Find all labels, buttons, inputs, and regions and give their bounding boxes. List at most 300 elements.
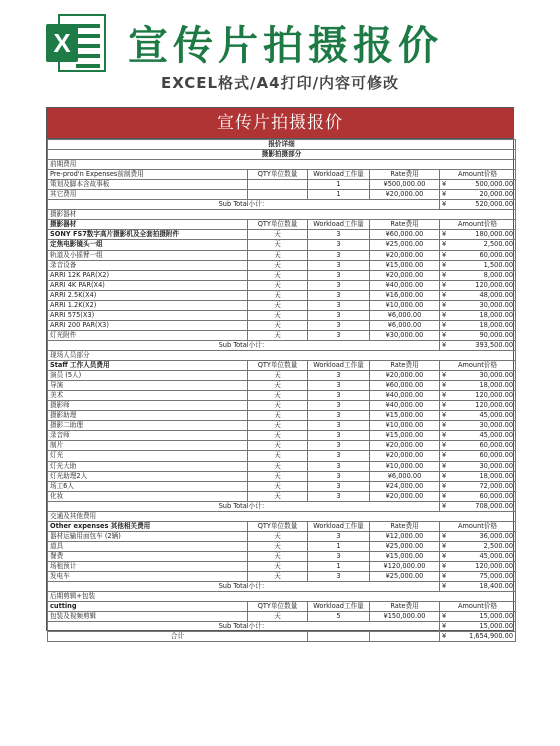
item-workload[interactable]: 3: [308, 310, 370, 320]
item-unit[interactable]: 天: [248, 320, 308, 330]
item-name[interactable]: 录音设备: [48, 260, 248, 270]
section-title[interactable]: 摄影器材: [48, 210, 516, 220]
table-row: [48, 541, 516, 551]
item-workload[interactable]: 3: [308, 381, 370, 391]
item-rate[interactable]: ¥20,000.00: [370, 491, 440, 501]
subtotal-amount[interactable]: [440, 200, 516, 210]
item-unit[interactable]: 天: [248, 411, 308, 421]
yen-symbol: ¥: [442, 612, 447, 621]
group-label[interactable]: 摄影器材: [48, 220, 248, 230]
grand-total-label[interactable]: 合计: [48, 632, 308, 642]
yen-symbol: ¥: [442, 200, 447, 209]
amount-value: 18,000.00: [479, 381, 514, 390]
item-workload[interactable]: 3: [308, 330, 370, 340]
amount-value: 90,000.00: [479, 330, 514, 339]
amount-header[interactable]: Amount价格: [440, 220, 516, 230]
subtotal-label[interactable]: Sub Total小计：: [48, 582, 440, 592]
rate-header[interactable]: Rate费用: [370, 170, 440, 180]
item-name[interactable]: 餐费: [48, 551, 248, 561]
sheet-title: 宣传片拍摄报价: [47, 108, 513, 139]
amount-value: 1,500.00: [483, 260, 514, 269]
excel-badge: X: [46, 24, 78, 62]
yen-symbol: ¥: [442, 421, 447, 430]
yen-symbol: ¥: [442, 431, 447, 440]
item-unit[interactable]: [248, 190, 308, 200]
item-workload[interactable]: 1: [308, 190, 370, 200]
item-name[interactable]: 导演: [48, 381, 248, 391]
yen-symbol: ¥: [442, 310, 447, 319]
yen-symbol: ¥: [442, 280, 447, 289]
item-rate[interactable]: ¥60,000.00: [370, 230, 440, 240]
item-unit[interactable]: [248, 180, 308, 190]
item-unit[interactable]: 天: [248, 481, 308, 491]
item-name[interactable]: ARRI 200 PAR(X3): [48, 320, 248, 330]
item-workload[interactable]: 3: [308, 441, 370, 451]
table-row: [48, 421, 516, 431]
item-unit[interactable]: 天: [248, 371, 308, 381]
subtotal-amount[interactable]: [440, 501, 516, 511]
item-rate[interactable]: ¥10,000.00: [370, 461, 440, 471]
item-workload[interactable]: 3: [308, 250, 370, 260]
item-name[interactable]: 策划及脚本含故事板: [48, 180, 248, 190]
yen-symbol: ¥: [442, 250, 447, 259]
table-row: [48, 190, 516, 200]
amount-value: 60,000.00: [479, 250, 514, 259]
item-unit[interactable]: 天: [248, 491, 308, 501]
item-amount[interactable]: [440, 391, 516, 401]
item-rate[interactable]: ¥120,000.00: [370, 561, 440, 571]
item-unit[interactable]: 天: [248, 431, 308, 441]
item-rate[interactable]: ¥24,000.00: [370, 481, 440, 491]
item-name[interactable]: 灯光附件: [48, 330, 248, 340]
item-unit[interactable]: 天: [248, 391, 308, 401]
amount-value: 36,000.00: [479, 531, 514, 540]
item-rate[interactable]: ¥15,000.00: [370, 551, 440, 561]
item-amount[interactable]: [440, 190, 516, 200]
group-label[interactable]: cutting: [48, 602, 248, 612]
item-amount[interactable]: [440, 250, 516, 260]
yen-symbol: ¥: [442, 481, 447, 490]
item-workload[interactable]: 3: [308, 421, 370, 431]
item-workload[interactable]: 3: [308, 391, 370, 401]
item-unit[interactable]: 天: [248, 250, 308, 260]
item-amount[interactable]: [440, 330, 516, 340]
item-name[interactable]: 定焦电影镜头一组: [48, 240, 248, 250]
item-amount[interactable]: [440, 471, 516, 481]
item-amount[interactable]: [440, 541, 516, 551]
item-amount[interactable]: [440, 270, 516, 280]
subtotal-value: 15,000.00: [479, 622, 514, 631]
item-rate[interactable]: ¥10,000.00: [370, 421, 440, 431]
item-workload[interactable]: 3: [308, 280, 370, 290]
item-rate[interactable]: ¥10,000.00: [370, 300, 440, 310]
item-name[interactable]: 灯光助理2人: [48, 471, 248, 481]
table-row: [48, 572, 516, 582]
table-row: [48, 310, 516, 320]
amount-value: 120,000.00: [475, 561, 514, 570]
item-name[interactable]: 灯光大助: [48, 461, 248, 471]
item-workload[interactable]: 3: [308, 320, 370, 330]
item-name[interactable]: 摄影师: [48, 401, 248, 411]
detail-row: [48, 140, 516, 150]
item-name[interactable]: SONY FS7数字高片摄影机及全套拍摄附件: [48, 230, 248, 240]
item-workload[interactable]: 3: [308, 481, 370, 491]
item-unit[interactable]: 天: [248, 310, 308, 320]
rate-header[interactable]: Rate费用: [370, 602, 440, 612]
item-unit[interactable]: 天: [248, 330, 308, 340]
item-amount[interactable]: [440, 290, 516, 300]
item-rate[interactable]: ¥40,000.00: [370, 391, 440, 401]
table-row: [48, 260, 516, 270]
item-amount[interactable]: [440, 310, 516, 320]
subtotal-value: 393,500.00: [475, 340, 514, 349]
item-unit[interactable]: 天: [248, 270, 308, 280]
part-row: [48, 150, 516, 160]
item-workload[interactable]: 1: [308, 541, 370, 551]
item-amount[interactable]: [440, 260, 516, 270]
item-rate[interactable]: ¥500,000.00: [370, 180, 440, 190]
yen-symbol: ¥: [442, 441, 447, 450]
table-row: [48, 240, 516, 250]
amount-header[interactable]: Amount价格: [440, 521, 516, 531]
workload-header[interactable]: Workload工作量: [308, 602, 370, 612]
item-rate[interactable]: ¥20,000.00: [370, 441, 440, 451]
subtotal-row: [48, 340, 516, 350]
item-unit[interactable]: 天: [248, 451, 308, 461]
item-name[interactable]: ARRI 2.5K(X4): [48, 290, 248, 300]
item-workload[interactable]: 3: [308, 471, 370, 481]
table-row: [48, 451, 516, 461]
grand-total-spacer[interactable]: [370, 632, 440, 642]
item-name[interactable]: 录音师: [48, 431, 248, 441]
item-amount[interactable]: [440, 551, 516, 561]
workload-header[interactable]: Workload工作量: [308, 361, 370, 371]
item-name[interactable]: 发电车: [48, 572, 248, 582]
item-rate[interactable]: ¥25,000.00: [370, 572, 440, 582]
item-rate[interactable]: ¥20,000.00: [370, 250, 440, 260]
item-unit[interactable]: 天: [248, 300, 308, 310]
yen-symbol: ¥: [442, 340, 447, 349]
item-unit[interactable]: 天: [248, 572, 308, 582]
item-rate[interactable]: ¥25,000.00: [370, 240, 440, 250]
item-amount[interactable]: [440, 300, 516, 310]
amount-header[interactable]: Amount价格: [440, 170, 516, 180]
subtotal-value: 18,400.00: [479, 582, 514, 591]
item-rate[interactable]: ¥25,000.00: [370, 541, 440, 551]
amount-value: 20,000.00: [479, 190, 514, 199]
amount-header[interactable]: Amount价格: [440, 602, 516, 612]
item-name[interactable]: ARRI 575(X3): [48, 310, 248, 320]
table-row: [48, 401, 516, 411]
item-unit[interactable]: 天: [248, 541, 308, 551]
amount-value: 18,000.00: [479, 471, 514, 480]
subtotal-value: 520,000.00: [475, 200, 514, 209]
page-subtitle: EXCEL格式/A4打印/内容可修改: [160, 74, 400, 92]
table-row: [48, 561, 516, 571]
section-title-row: [48, 592, 516, 602]
item-workload[interactable]: 3: [308, 551, 370, 561]
amount-value: 60,000.00: [479, 491, 514, 500]
item-amount[interactable]: [440, 461, 516, 471]
item-unit[interactable]: 天: [248, 290, 308, 300]
subtotal-amount[interactable]: [440, 582, 516, 592]
amount-value: 8,000.00: [483, 270, 514, 279]
item-name[interactable]: 场工6人: [48, 481, 248, 491]
yen-symbol: ¥: [442, 401, 447, 410]
qty-header[interactable]: QTY单位数量: [248, 170, 308, 180]
item-name[interactable]: ARRI 1.2K(X2): [48, 300, 248, 310]
item-rate[interactable]: ¥20,000.00: [370, 190, 440, 200]
workload-header[interactable]: Workload工作量: [308, 170, 370, 180]
group-label[interactable]: Staff 工作人员费用: [48, 361, 248, 371]
subtotal-label[interactable]: Sub Total小计：: [48, 340, 440, 350]
item-workload[interactable]: 3: [308, 411, 370, 421]
amount-value: 500,000.00: [475, 180, 514, 189]
amount-value: 120,000.00: [475, 391, 514, 400]
qty-header[interactable]: QTY单位数量: [248, 521, 308, 531]
item-rate[interactable]: ¥6,000.00: [370, 471, 440, 481]
subtotal-label[interactable]: Sub Total小计：: [48, 200, 440, 210]
amount-value: 60,000.00: [479, 441, 514, 450]
item-workload[interactable]: 3: [308, 461, 370, 471]
yen-symbol: ¥: [442, 180, 447, 189]
table-row: [48, 270, 516, 280]
item-unit[interactable]: 天: [248, 561, 308, 571]
item-name[interactable]: 灯光: [48, 451, 248, 461]
yen-symbol: ¥: [442, 230, 447, 239]
amount-header[interactable]: Amount价格: [440, 361, 516, 371]
subtotal-label[interactable]: Sub Total小计：: [48, 622, 440, 632]
group-header-row: [48, 220, 516, 230]
item-unit[interactable]: 天: [248, 551, 308, 561]
item-amount[interactable]: [440, 441, 516, 451]
item-name[interactable]: 演员 (5人): [48, 371, 248, 381]
item-amount[interactable]: [440, 401, 516, 411]
item-amount[interactable]: [440, 240, 516, 250]
amount-value: 60,000.00: [479, 451, 514, 460]
item-unit[interactable]: 天: [248, 421, 308, 431]
amount-value: 15,000.00: [479, 612, 514, 621]
group-label[interactable]: Other expenses 其他相关费用: [48, 521, 248, 531]
item-name[interactable]: 轨道及小摇臂一组: [48, 250, 248, 260]
item-workload[interactable]: 1: [308, 561, 370, 571]
item-unit[interactable]: 天: [248, 401, 308, 411]
grand-total-row: [48, 632, 516, 642]
table-row: [48, 230, 516, 240]
amount-value: 2,500.00: [483, 541, 514, 550]
item-rate[interactable]: ¥20,000.00: [370, 270, 440, 280]
item-workload[interactable]: 3: [308, 451, 370, 461]
item-amount[interactable]: [440, 572, 516, 582]
amount-value: 45,000.00: [479, 431, 514, 440]
item-amount[interactable]: [440, 531, 516, 541]
item-rate[interactable]: ¥15,000.00: [370, 431, 440, 441]
amount-value: 30,000.00: [479, 421, 514, 430]
item-amount[interactable]: [440, 371, 516, 381]
amount-value: 75,000.00: [479, 572, 514, 581]
item-unit[interactable]: 天: [248, 381, 308, 391]
item-amount[interactable]: [440, 481, 516, 491]
item-unit[interactable]: 天: [248, 471, 308, 481]
yen-symbol: ¥: [442, 572, 447, 581]
item-workload[interactable]: 3: [308, 401, 370, 411]
yen-symbol: ¥: [442, 491, 447, 500]
item-name[interactable]: 其它费用: [48, 190, 248, 200]
item-name[interactable]: ARRI 4K PAR(X4): [48, 280, 248, 290]
item-name[interactable]: 道具: [48, 541, 248, 551]
page-header: [0, 0, 560, 100]
item-unit[interactable]: 天: [248, 260, 308, 270]
item-amount[interactable]: [440, 320, 516, 330]
subtotal-amount[interactable]: [440, 340, 516, 350]
item-name[interactable]: 化妆: [48, 491, 248, 501]
table-row: [48, 431, 516, 441]
yen-symbol: ¥: [442, 622, 447, 631]
item-name[interactable]: 包装及视频剪辑: [48, 612, 248, 622]
yen-symbol: ¥: [442, 240, 447, 249]
item-workload[interactable]: 3: [308, 290, 370, 300]
item-rate[interactable]: ¥6,000.00: [370, 310, 440, 320]
item-unit[interactable]: 天: [248, 441, 308, 451]
item-name[interactable]: 器材运输用面包车 (2辆): [48, 531, 248, 541]
yen-symbol: ¥: [442, 270, 447, 279]
table-row: [48, 180, 516, 190]
grand-total-amount[interactable]: [440, 632, 516, 642]
qty-header[interactable]: QTY单位数量: [248, 220, 308, 230]
item-name[interactable]: 场租预计: [48, 561, 248, 571]
item-amount[interactable]: [440, 230, 516, 240]
item-unit[interactable]: 天: [248, 612, 308, 622]
item-unit[interactable]: 天: [248, 280, 308, 290]
rate-header[interactable]: Rate费用: [370, 220, 440, 230]
item-rate[interactable]: ¥150,000.00: [370, 612, 440, 622]
item-rate[interactable]: ¥16,000.00: [370, 290, 440, 300]
amount-value: 30,000.00: [479, 300, 514, 309]
table-row: [48, 491, 516, 501]
quote-sheet: [46, 107, 514, 641]
item-workload[interactable]: 3: [308, 431, 370, 441]
table-row: [48, 320, 516, 330]
grand-total-spacer[interactable]: [308, 632, 370, 642]
item-workload[interactable]: 3: [308, 260, 370, 270]
yen-symbol: ¥: [442, 541, 447, 550]
item-rate[interactable]: ¥6,000.00: [370, 320, 440, 330]
table-row: [48, 481, 516, 491]
quote-table: [47, 139, 516, 642]
item-rate[interactable]: ¥30,000.00: [370, 330, 440, 340]
yen-symbol: ¥: [442, 320, 447, 329]
item-rate[interactable]: ¥20,000.00: [370, 451, 440, 461]
item-workload[interactable]: 3: [308, 230, 370, 240]
subtotal-amount[interactable]: [440, 622, 516, 632]
yen-symbol: ¥: [442, 190, 447, 199]
item-amount[interactable]: [440, 411, 516, 421]
item-amount[interactable]: [440, 421, 516, 431]
amount-value: 180,000.00: [475, 230, 514, 239]
item-rate[interactable]: ¥12,000.00: [370, 531, 440, 541]
item-workload[interactable]: 1: [308, 180, 370, 190]
yen-symbol: ¥: [442, 391, 447, 400]
item-amount[interactable]: [440, 451, 516, 461]
section-title[interactable]: 前期费用: [48, 160, 516, 170]
item-amount[interactable]: [440, 612, 516, 622]
item-workload[interactable]: 3: [308, 531, 370, 541]
item-unit[interactable]: 天: [248, 531, 308, 541]
item-name[interactable]: 摄影二助理: [48, 421, 248, 431]
item-workload[interactable]: 3: [308, 300, 370, 310]
rate-header[interactable]: Rate费用: [370, 361, 440, 371]
item-rate[interactable]: ¥40,000.00: [370, 401, 440, 411]
subtotal-row: [48, 200, 516, 210]
item-rate[interactable]: ¥20,000.00: [370, 371, 440, 381]
table-row: [48, 531, 516, 541]
qty-header[interactable]: QTY单位数量: [248, 361, 308, 371]
item-amount[interactable]: [440, 180, 516, 190]
amount-value: 120,000.00: [475, 280, 514, 289]
item-workload[interactable]: 5: [308, 612, 370, 622]
section-title[interactable]: 后期剪辑+包装: [48, 592, 516, 602]
item-rate[interactable]: ¥15,000.00: [370, 411, 440, 421]
table-row: [48, 612, 516, 622]
group-label[interactable]: Pre-prod'n Expenses前制费用: [48, 170, 248, 180]
item-workload[interactable]: 3: [308, 371, 370, 381]
item-rate[interactable]: ¥15,000.00: [370, 260, 440, 270]
item-name[interactable]: ARRI 12K PAR(X2): [48, 270, 248, 280]
group-header-row: [48, 170, 516, 180]
table-row: [48, 471, 516, 481]
item-unit[interactable]: 天: [248, 240, 308, 250]
table-row: [48, 381, 516, 391]
item-workload[interactable]: 3: [308, 572, 370, 582]
grand-total-value: 1,654,900.00: [469, 632, 514, 641]
item-unit[interactable]: 天: [248, 230, 308, 240]
detail-label[interactable]: 报价详细: [48, 140, 516, 150]
section-title-row: [48, 511, 516, 521]
amount-value: 48,000.00: [479, 290, 514, 299]
qty-header[interactable]: QTY单位数量: [248, 602, 308, 612]
item-amount[interactable]: [440, 491, 516, 501]
item-amount[interactable]: [440, 561, 516, 571]
workload-header[interactable]: Workload工作量: [308, 521, 370, 531]
item-workload[interactable]: 3: [308, 491, 370, 501]
yen-symbol: ¥: [442, 501, 447, 510]
part-label[interactable]: 摄影拍摄部分: [48, 150, 516, 160]
table-row: [48, 290, 516, 300]
item-amount[interactable]: [440, 381, 516, 391]
yen-symbol: ¥: [442, 461, 447, 470]
item-amount[interactable]: [440, 280, 516, 290]
table-row: [48, 330, 516, 340]
yen-symbol: ¥: [442, 260, 447, 269]
item-name[interactable]: 摄影助理: [48, 411, 248, 421]
item-rate[interactable]: ¥60,000.00: [370, 381, 440, 391]
item-amount[interactable]: [440, 431, 516, 441]
page-title: 宣传片拍摄报价: [128, 23, 443, 69]
item-rate[interactable]: ¥40,000.00: [370, 280, 440, 290]
item-unit[interactable]: 天: [248, 461, 308, 471]
item-name[interactable]: 美术: [48, 391, 248, 401]
subtotal-label[interactable]: Sub Total小计：: [48, 501, 440, 511]
yen-symbol: ¥: [442, 411, 447, 420]
item-name[interactable]: 制片: [48, 441, 248, 451]
item-workload[interactable]: 3: [308, 270, 370, 280]
rate-header[interactable]: Rate费用: [370, 521, 440, 531]
workload-header[interactable]: Workload工作量: [308, 220, 370, 230]
amount-value: 2,500.00: [483, 240, 514, 249]
section-title[interactable]: 现场人员部分: [48, 350, 516, 360]
section-title[interactable]: 交通及其他费用: [48, 511, 516, 521]
item-workload[interactable]: 3: [308, 240, 370, 250]
